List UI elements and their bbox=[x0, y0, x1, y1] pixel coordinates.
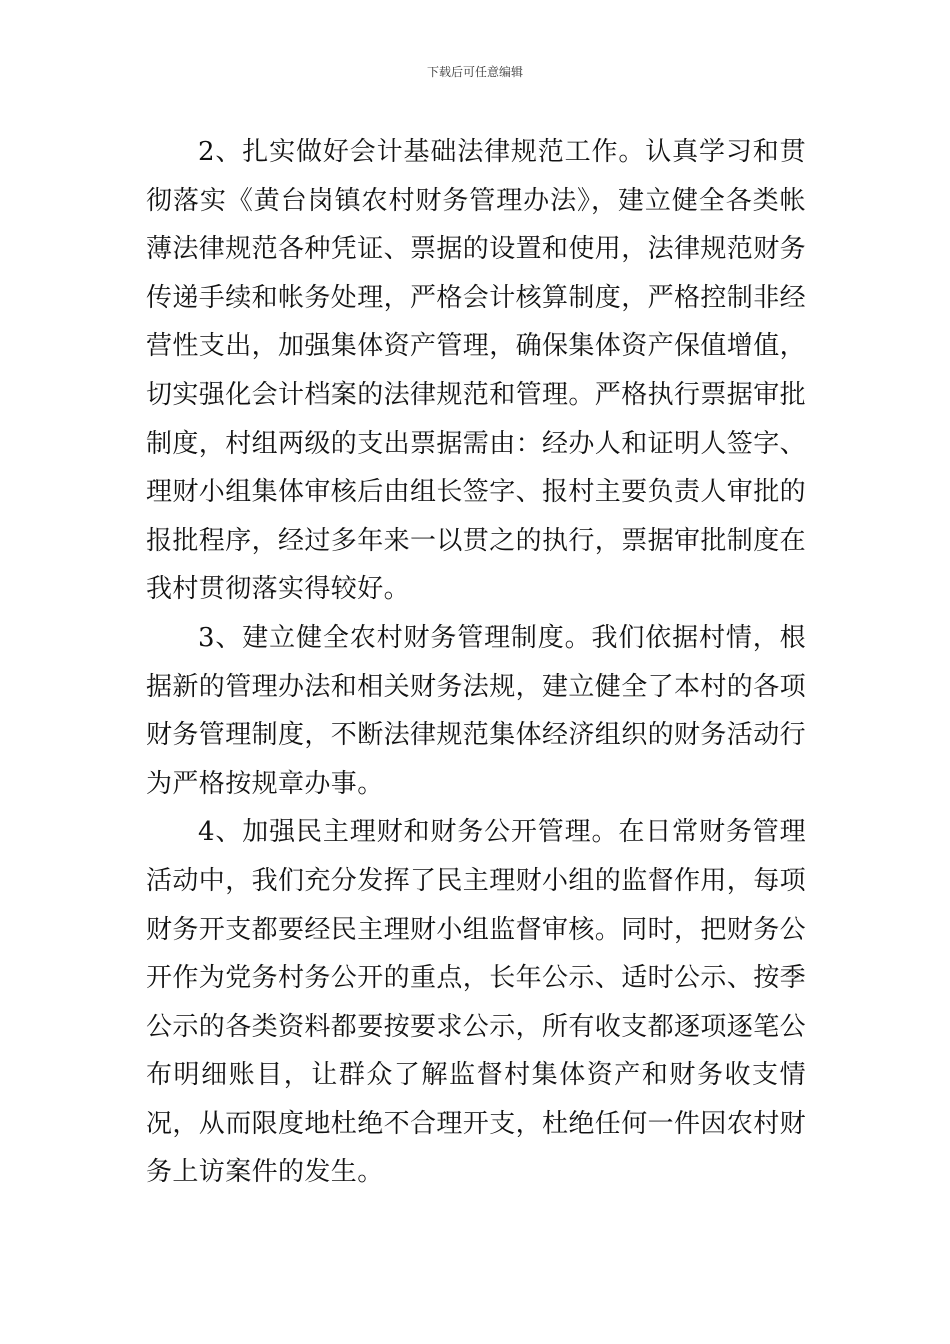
paragraph-3: 3、建立健全农村财务管理制度。我们依据村情，根据新的管理办法和相关财务法规，建立健全了本村的各项财务管理制度，不断法律规范集体经济组织的财务活动行为严格按规章办事。 bbox=[146, 622, 807, 799]
document-body bbox=[146, 128, 806, 1197]
header-note: 下载后可任意编辑 bbox=[426, 65, 523, 79]
paragraph-4: 4、加强民主理财和财务公开管理。在日常财务管理活动中，我们充分发挥了民主理财小组的监督作用，每项财务开支都要经民主理财小组监督审核。同时，把财务公开作为党务村务公开的重点，长年公示、适时公示、按季公示的各类资料都要按要求公示，所有收支都逐项逐笔公布明细账目，让群众了解监督村集体资产和财务收支情况，从而限度地杜绝不合理开支，杜绝任何一件因农村财务上访案件的发生。 bbox=[146, 817, 807, 1188]
paragraph-2: 2、扎实做好会计基础法律规范工作。认真学习和贯彻落实《黄台岗镇农村财务管理办法》，建立健全各类帐薄法律规范各种凭证、票据的设置和使用，法律规范财务传递手续和帐务处理，严格会计核算制度，严格控制非经营性支出，加强集体资产管理，确保集体资产保值增值，切实强化会计档案的法律规范和管理。严格执行票据审批制度，村组两级的支出票据需由：经办人和证明人签字、理财小组集体审核后由组长签字、报村主要负责人审批的报批程序，经过多年来一以贯之的执行，票据审批制度在我村贯彻落实得较好。 bbox=[146, 137, 807, 605]
